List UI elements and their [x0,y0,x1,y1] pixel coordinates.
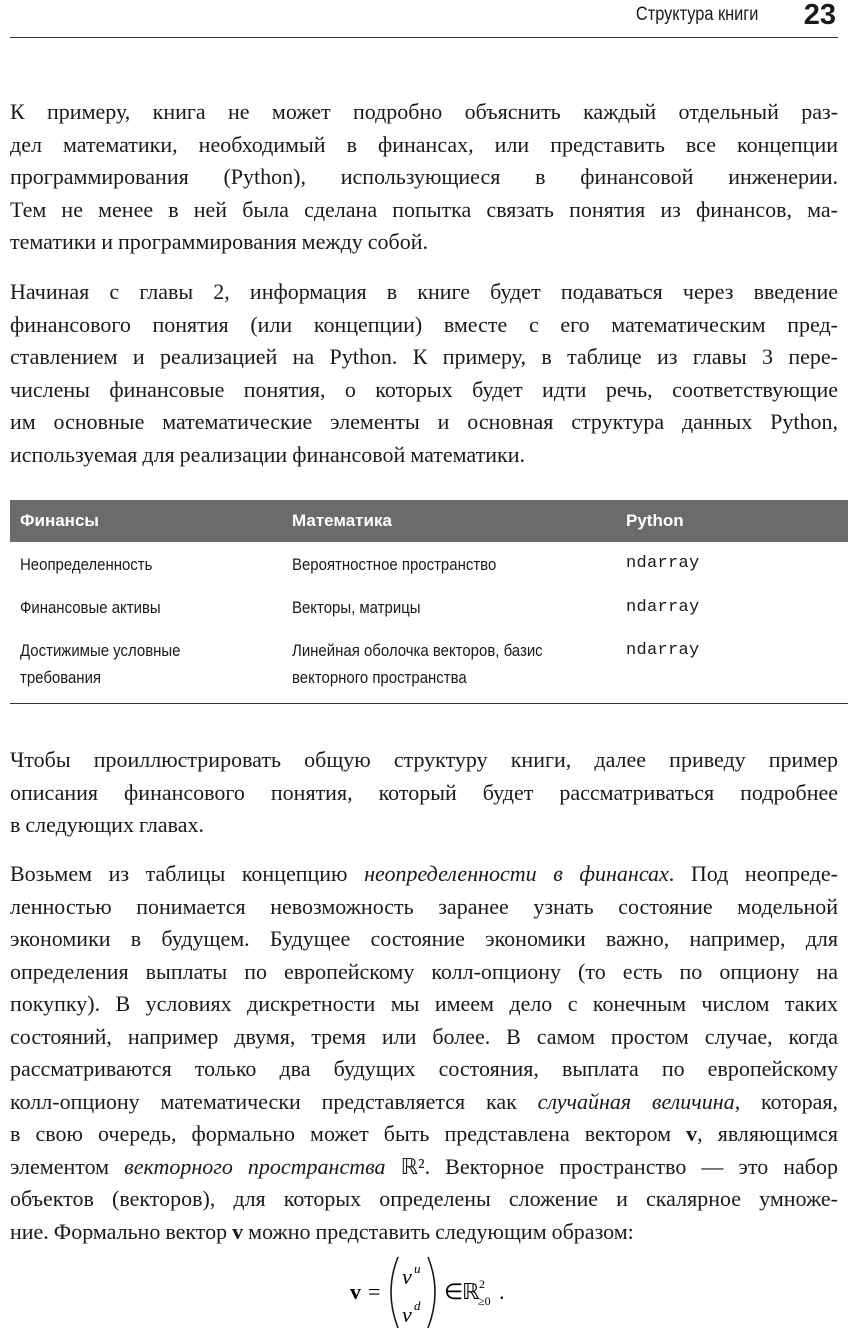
formula-top-sup: u [414,1261,421,1276]
section-title: Структура книги [635,4,758,25]
text-line: объектов (векторов), для которых определены сложение и скалярное умноже- [10,1186,838,1211]
cell-math-line: векторного пространства [292,668,467,687]
text-run: в свою очередь, формально может быть представлена вектором [10,1121,687,1146]
header-finance: Финансы [10,500,282,542]
text-run: . Под неопреде- [668,861,838,886]
cell-finance-line: требования [20,668,102,687]
italic-term: неопределенности в финансах [364,861,669,886]
text-line: описания финансового понятия, который будет рассматриваться подробнее [10,779,838,805]
cell-finance-line: Достижимые условные [20,641,181,660]
vector-formula [340,1252,540,1332]
formula-bot-sup: d [414,1298,421,1313]
text-run: можно представить следующим образом: [243,1218,634,1244]
formula-equals: = [368,1279,381,1304]
page-number: 23 [803,0,836,31]
right-paren [428,1257,435,1328]
header-math: Математика [282,500,616,542]
text-line: ставлением и реализацией на Python. К примеру, в таблице из главы 3 пере- [10,344,838,369]
formula-top-var: v [402,1264,412,1289]
table-row [10,629,848,704]
vector-symbol: v [232,1218,244,1244]
cell-finance: Финансовые активы [20,598,161,617]
text-line: определения выплаты по европейскому колл-опциону (то есть по опциону на [10,958,838,984]
text-line: рассматриваются только два будущих состояния, выплата по европейскому [10,1056,838,1081]
cell-finance: Неопределенность [20,555,153,574]
formula-end: . [499,1279,505,1304]
table-header-row [10,500,848,542]
cell-math-line: Линейная оболочка векторов, базис [292,641,543,660]
text-run: , которая, [734,1088,838,1114]
running-header [10,0,838,38]
text-line: К примеру, книга не может подробно объяснить каждый отдельный раз- [10,99,838,124]
text-line [10,1086,838,1119]
text-line: программирования (Python), использующиеся в финансовой инженерии. [10,164,838,189]
cell-python: ndarray [626,554,700,573]
text-line: Чтобы проиллюстрировать общую структуру книги, далее приведу пример [10,747,838,772]
real-space-symbol: ℝ² [385,1153,425,1179]
table-row [10,586,848,629]
paragraph-4 [10,858,838,1248]
paragraph-2 [10,276,838,471]
text-line: финансового понятия (или концепции) вместе с его математическим пред- [10,311,838,337]
text-line: используемая для реализации финансовой математики. [10,441,525,467]
text-run: , являющимся [697,1121,838,1146]
text-line: Начиная с главы 2, информация в книге будет подаваться через введение [10,279,838,304]
text-run: ние. Формально вектор [10,1218,233,1244]
text-run: Возьмем из таблицы концепцию [10,861,365,886]
formula-bot-var: v [402,1302,412,1327]
left-paren [391,1257,398,1328]
vector-symbol: v [686,1121,698,1146]
cell-python: ndarray [616,629,848,704]
formula-set-sup: 2 [479,1277,485,1291]
italic-term: векторного пространства [124,1153,386,1179]
text-line: тематики и программирования между собой. [10,229,428,254]
text-line [10,858,838,891]
cell-math: Векторы, матрицы [292,598,421,617]
formula-set-sub: ≥0 [478,1294,491,1308]
text-line: состояний, например двумя, тремя или более. В самом простом случае, когда [10,1023,838,1049]
text-line [10,1216,838,1249]
text-run: . Векторное пространство — это набор [424,1153,838,1179]
text-line: экономики в будущем. Будущее состояние экономики важно, например, для [10,926,838,951]
text-line [10,1151,838,1184]
formula-lhs: v [350,1279,361,1304]
cell-python: ndarray [626,598,700,617]
text-line: им основные математические элементы и основная структура данных Python, [10,409,838,434]
paragraph-3 [10,744,838,842]
formula-member: ∈ [444,1279,464,1304]
formula-set: ℝ [462,1279,480,1304]
text-line: Тем не менее в ней была сделана попытка связать понятия из финансов, ма- [10,196,838,222]
cell-math: Вероятностное пространство [292,555,497,574]
text-line [10,1118,838,1151]
text-run: колл-опциону математически представляется как [10,1088,538,1114]
text-line: в следующих главах. [10,812,204,837]
table-row [10,542,848,586]
text-line: ленностью понимается невозможность заранее узнать состояние модельной [10,893,838,919]
text-line: дел математики, необходимый в финансах, или представить все концепции [10,131,838,157]
text-line: покупку). В условиях дискретности мы имеем дело с конечным числом таких [10,991,838,1016]
paragraph-1 [10,96,838,259]
concepts-table [10,500,848,704]
header-python: Python [616,500,848,542]
text-run: элементом [10,1153,125,1179]
italic-term: случайная величина [537,1088,735,1114]
text-line: числены финансовые понятия, о которых будет идти речь, соответствующие [10,376,838,402]
